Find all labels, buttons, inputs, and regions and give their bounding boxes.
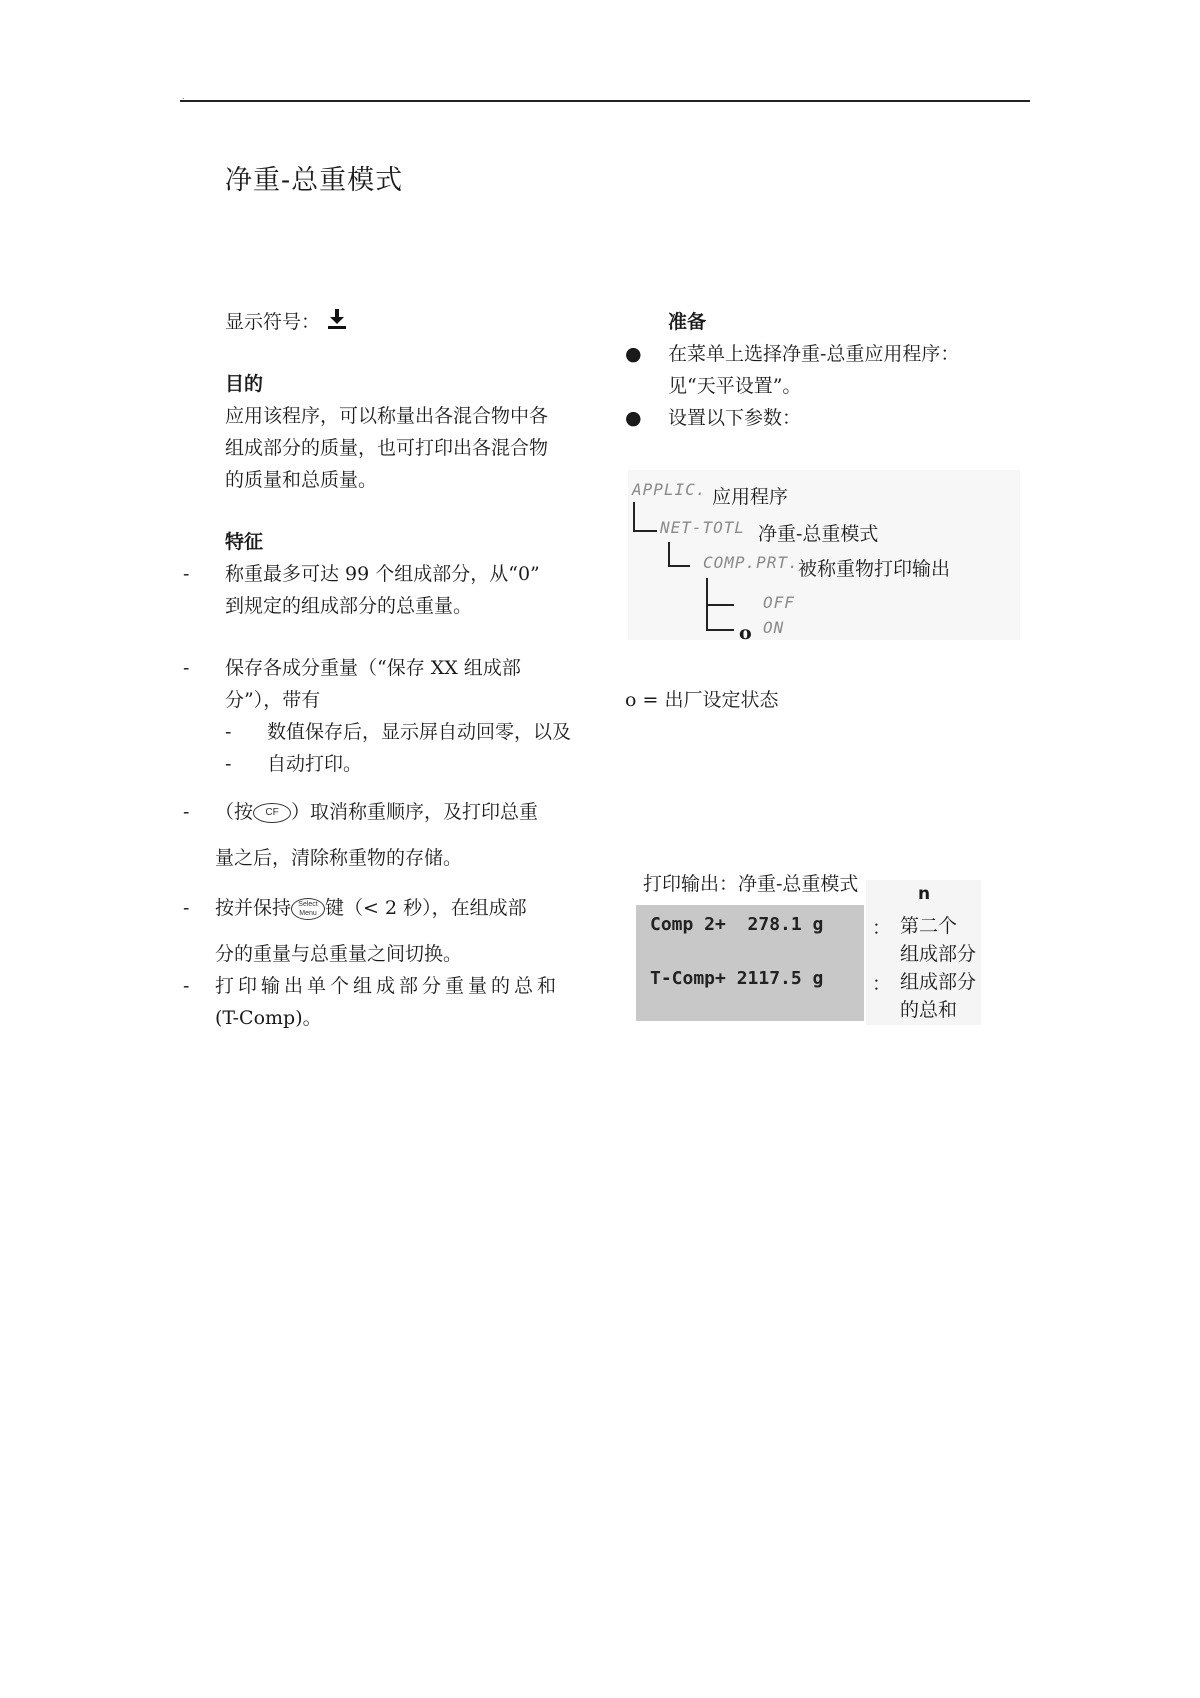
header-dot: .: [182, 92, 185, 101]
bullet-2-text: 设置以下参数：: [668, 407, 802, 429]
note-1-line-1: 第二个: [900, 915, 958, 937]
feature-2-line-1: 保存各成分重量（“保存 XX 组成部: [225, 657, 521, 679]
purpose-line-3: 的质量和总质量。: [225, 469, 378, 491]
label-net-totl: 净重-总重模式: [758, 523, 879, 545]
feature-1-line-2: 到规定的组成部分的总重量。: [225, 595, 473, 617]
label-comp-part: 被称重物打印输出: [798, 558, 951, 580]
feature-4-dash: -: [183, 897, 190, 919]
feature-1-dash: -: [183, 563, 190, 585]
feature-5-line-2: (T-Comp)。: [215, 1007, 322, 1029]
display-symbol-label: 显示符号：: [225, 311, 321, 333]
select-key-top: Select: [298, 901, 318, 908]
download-icon: [326, 308, 348, 340]
n-marker: n: [918, 884, 931, 904]
lcd-net-totl: NET-TOTL: [660, 518, 746, 537]
factory-default-legend: o = 出厂设定状态: [625, 689, 779, 711]
feature-5-line-1: 打印输出单个组成部分重量的总和: [215, 975, 561, 997]
purpose-line-1: 应用该程序，可以称量出各混合物中各: [225, 405, 549, 427]
print-line-2: T-Comp+ 2117.5 g: [650, 968, 824, 989]
select-menu-key-icon: [291, 898, 325, 920]
prep-heading: 准备: [668, 311, 707, 333]
page-title: 净重-总重模式: [225, 165, 404, 196]
bullet-1: ●: [625, 343, 642, 365]
lcd-comp-part: COMP.PRT.: [703, 553, 799, 572]
header-rule: [180, 100, 1030, 102]
bullet-2: ●: [625, 407, 642, 429]
bullet-1-line-1: 在菜单上选择净重-总重应用程序：: [668, 343, 960, 365]
tree-line: [668, 542, 670, 566]
feature-4-pre: 按并保持: [215, 897, 292, 919]
feature-5-dash: -: [183, 975, 190, 997]
note-2-line-2: 的总和: [900, 999, 958, 1021]
feature-3-dash: -: [183, 801, 190, 823]
tree-line: [633, 502, 635, 531]
feature-4-line-1: [215, 892, 527, 924]
label-applic: 应用程序: [712, 486, 789, 508]
sub-1-dash: -: [225, 721, 232, 743]
feature-3-post: ）取消称重顺序，及打印总重: [291, 801, 539, 823]
tree-line: [706, 604, 734, 606]
feature-2-dash: -: [183, 657, 190, 679]
note-2-line-1: 组成部分: [900, 971, 977, 993]
lcd-off: OFF: [763, 593, 795, 612]
select-key-bottom: Menu: [299, 910, 317, 917]
features-heading: 特征: [225, 531, 264, 553]
bullet-1-line-2: 见“天平设置”。: [668, 375, 802, 397]
feature-1-line-1: 称重最多可达 99 个组成部分，从“0”: [225, 563, 540, 585]
sub-1-text: 数值保存后，显示屏自动回零，以及: [267, 721, 572, 743]
feature-2-line-2: 分”），带有: [225, 689, 321, 711]
sub-2-dash: -: [225, 753, 232, 775]
tree-line: [633, 530, 657, 532]
note-2-colon: ：: [872, 973, 892, 995]
tree-line: [668, 565, 690, 567]
purpose-line-2: 组成部分的质量，也可打印出各混合物: [225, 437, 549, 459]
feature-3-pre: （按: [215, 801, 254, 823]
print-line-1: Comp 2+ 278.1 g: [650, 914, 824, 935]
note-1-colon: ：: [872, 917, 892, 939]
printout-caption: 打印输出：净重-总重模式: [643, 873, 859, 895]
note-1-line-2: 组成部分: [900, 943, 977, 965]
feature-4-post: 键（< 2 秒），在组成部: [325, 897, 527, 919]
sub-2-text: 自动打印。: [267, 753, 363, 775]
cf-key-icon: CF: [253, 803, 291, 823]
feature-3-line-1: [215, 796, 538, 828]
default-marker: o: [739, 622, 752, 644]
lcd-applic: APPLIC.: [632, 480, 707, 499]
purpose-heading: 目的: [225, 373, 264, 395]
display-symbol-row: [225, 306, 348, 340]
feature-4-line-2: 分的重量与总重量之间切换。: [215, 943, 463, 965]
feature-3-line-2: 量之后，清除称重物的存储。: [215, 847, 463, 869]
tree-line: [706, 629, 734, 631]
lcd-on: ON: [763, 618, 785, 637]
